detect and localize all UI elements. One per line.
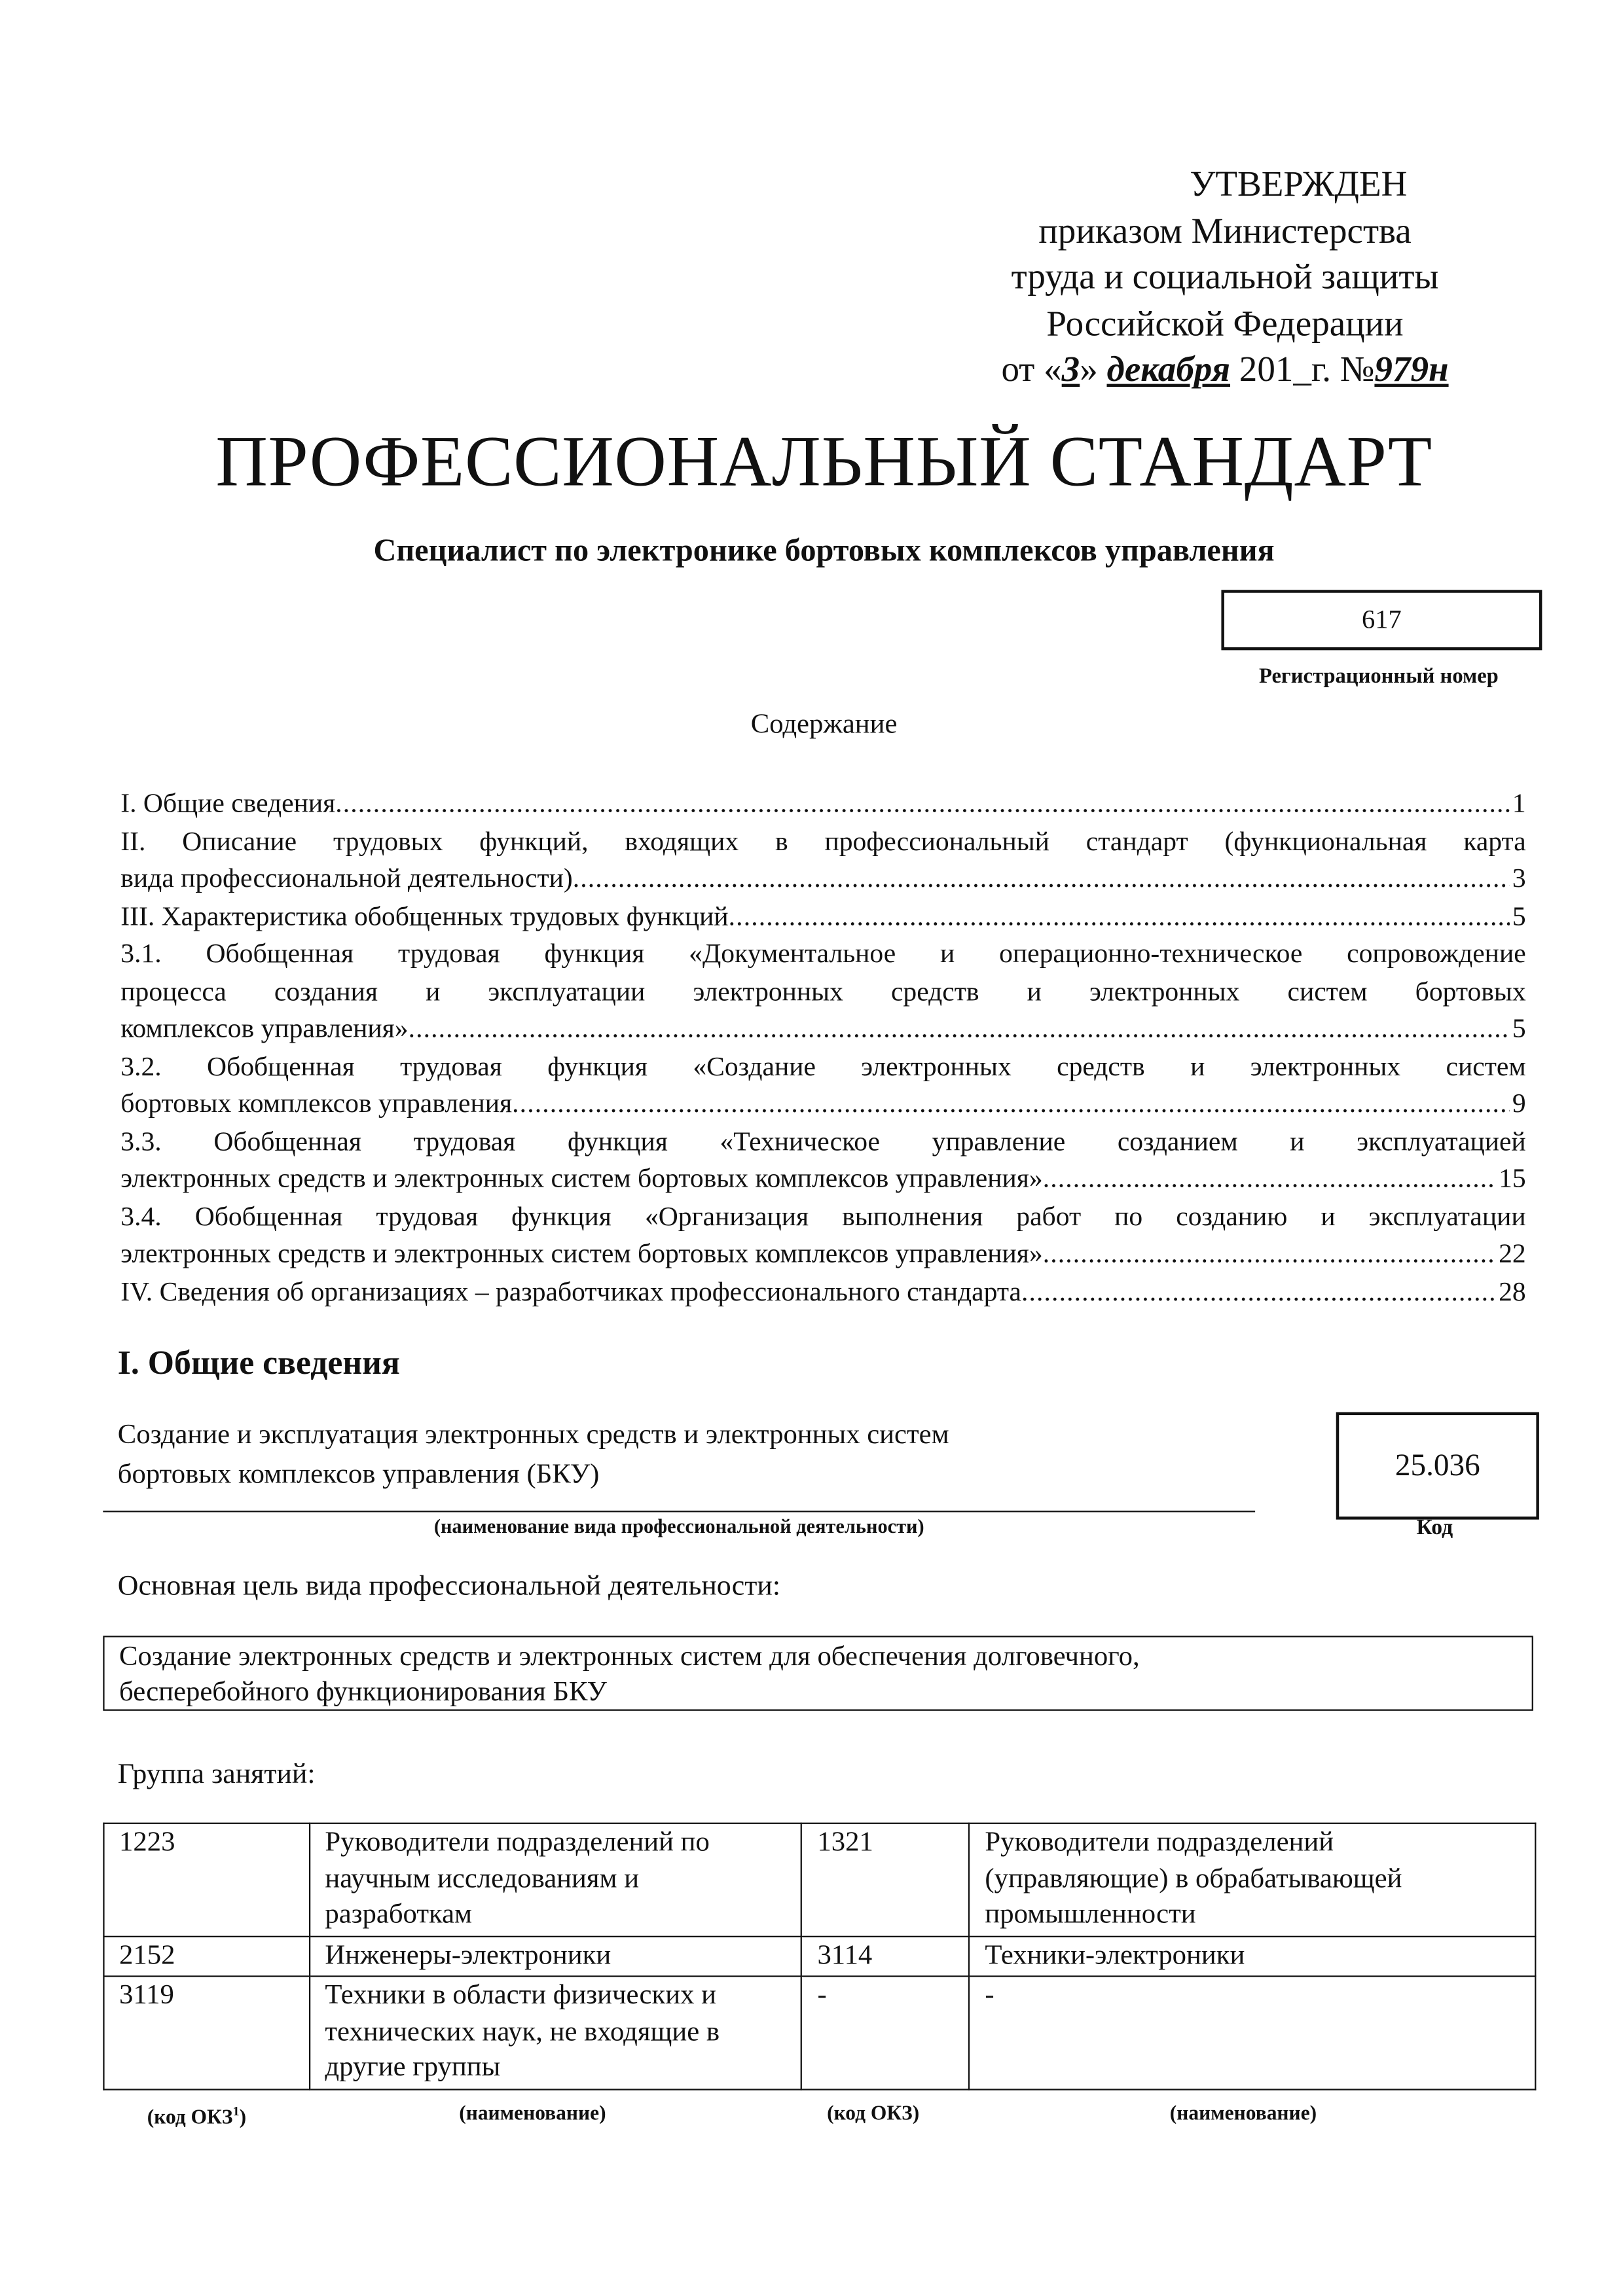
activity-code-box: 25.036 (1336, 1412, 1539, 1520)
toc-entry (120, 1200, 1525, 1275)
activity-name (118, 1415, 1236, 1494)
toc-page-number: 22 (1499, 1240, 1526, 1270)
toc-leader-dots (1021, 1274, 1496, 1312)
occupation-name-cell: Руководители подразделений по научным исследованиям и разработкам (310, 1823, 802, 1936)
toc-leader-dots (573, 862, 1510, 899)
okz-code-cell: 1223 (103, 1823, 309, 1936)
caption-text: ) (239, 2107, 247, 2130)
toc-entry-text: IV. Сведения об организациях – разработчиках профессионального стандарта (120, 1277, 1021, 1307)
okz-code-caption-2: (код ОКЗ) (827, 2103, 920, 2126)
toc-page-number: 3 (1512, 865, 1526, 895)
activity-code-caption: Код (1416, 1516, 1453, 1541)
occupation-name-cell: Техники-электроники (970, 1936, 1535, 1977)
toc-leader-dots (1043, 1162, 1496, 1200)
toc-entry-line: 3.1. Обобщенная трудовая функция «Документальное и операционно-техническое сопровождение (120, 940, 1526, 970)
toc-page-number: 1 (1512, 789, 1526, 819)
toc-entry-text: вида профессиональной деятельности) (120, 865, 573, 895)
toc-entry-text: электронных средств и электронных систем бортовых комплексов управления» (120, 1240, 1043, 1270)
toc-page-number: 15 (1499, 1165, 1526, 1194)
occupation-name-cell: - (970, 1977, 1535, 2089)
toc-entry-last-line (120, 787, 1525, 824)
toc-entry-last-line (120, 1162, 1525, 1200)
toc-leader-dots (409, 1012, 1510, 1049)
okz-code-cell: 3119 (103, 1977, 309, 2089)
toc-entry-text: бортовых комплексов управления (120, 1090, 513, 1120)
occupation-table (103, 1823, 1536, 2090)
table-row (103, 1823, 1535, 1936)
day-suffix: » (1080, 350, 1098, 390)
activity-caption: (наименование вида профессиональной деятельности) (433, 1515, 924, 1537)
toc-page-number: 28 (1499, 1277, 1526, 1307)
occupation-name-cell: Техники в области физических и технических наук, не входящие в другие группы (310, 1977, 802, 2089)
activity-underline (103, 1511, 1255, 1512)
toc-entry (120, 1050, 1525, 1125)
toc-entry-last-line (120, 1012, 1525, 1049)
year-text: 201_г. (1239, 350, 1332, 390)
toc-entry-last-line (120, 1274, 1525, 1312)
okz-code-cell: - (802, 1977, 970, 2089)
toc-entry-text: комплексов управления» (120, 1014, 409, 1045)
toc-entry-line: 3.4. Обобщенная трудовая функция «Организация выполнения работ по созданию и эксплуатации (120, 1202, 1526, 1232)
okz-code-caption (147, 2104, 246, 2131)
okz-name-caption-2: (наименование) (1169, 2103, 1317, 2126)
approval-date-line (824, 347, 1623, 393)
toc-entry-text: I. Общие сведения (120, 789, 336, 819)
toc-leader-dots (1043, 1237, 1496, 1274)
goal-box (103, 1636, 1533, 1711)
approval-stamp (824, 162, 1623, 393)
caption-text: (код ОКЗ (147, 2107, 233, 2130)
section-heading: I. Общие сведения (117, 1344, 400, 1382)
occupation-name-cell: Инженеры-электроники (310, 1936, 802, 1977)
toc-entry (120, 787, 1525, 824)
toc-entry-line: 3.3. Обобщенная трудовая функция «Техническое управление созданием и эксплуатацией (120, 1127, 1526, 1157)
toc-entry-line: II. Описание трудовых функций, входящих в профессиональный стандарт (функциональная карта (120, 827, 1526, 857)
toc-entry-last-line (120, 1087, 1525, 1124)
toc-entry-last-line (120, 1237, 1525, 1274)
table-row (103, 1977, 1535, 2089)
toc-entry-line: 3.2. Обобщенная трудовая функция «Создание электронных средств и электронных систем (120, 1052, 1526, 1083)
toc-entry-text: III. Характеристика обобщенных трудовых функций (120, 902, 729, 932)
toc-leader-dots (335, 787, 1509, 824)
toc-entry (120, 1274, 1525, 1312)
toc-entry-last-line (120, 899, 1525, 937)
toc-leader-dots (512, 1087, 1509, 1124)
toc-entry (120, 825, 1525, 900)
okz-name-caption: (наименование) (459, 2103, 606, 2126)
registration-number-box: 617 (1221, 590, 1542, 650)
toc-entry-last-line (120, 862, 1525, 899)
handwritten-number: 979н (1374, 350, 1449, 390)
toc-page-number: 9 (1512, 1090, 1526, 1120)
page-title: ПРОФЕССИОНАЛЬНЫЙ СТАНДАРТ (215, 420, 1432, 502)
handwritten-month: декабря (1106, 350, 1231, 390)
toc-heading: Содержание (750, 709, 898, 740)
goal-line: бесперебойного функционирования БКУ (119, 1677, 607, 1708)
toc-entry (120, 937, 1525, 1050)
toc-entry (120, 1124, 1525, 1200)
table-of-contents (120, 787, 1525, 1312)
occupation-group-label: Группа занятий: (117, 1759, 316, 1791)
approval-title: УТВЕРЖДЕН (1190, 164, 1408, 205)
handwritten-day: 3 (1061, 350, 1080, 390)
footnote-mark: 1 (232, 2103, 240, 2119)
page-subtitle: Специалист по электронике бортовых комплексов управления (373, 532, 1275, 568)
okz-code-cell: 1321 (802, 1823, 970, 1936)
goal-line: Создание электронных средств и электронных систем для обеспечения долговечного, (119, 1641, 1140, 1673)
approval-line: Российской Федерации (1046, 304, 1404, 344)
goal-label: Основная цель вида профессиональной деятельности: (117, 1571, 781, 1602)
number-prefix: № (1340, 350, 1375, 390)
okz-code-cell: 3114 (802, 1936, 970, 1977)
okz-code-cell: 2152 (103, 1936, 309, 1977)
toc-entry-text: электронных средств и электронных систем бортовых комплексов управления» (120, 1165, 1043, 1194)
activity-name-line: бортовых комплексов управления (БКУ) (117, 1459, 600, 1490)
toc-page-number: 5 (1512, 902, 1526, 932)
toc-leader-dots (729, 899, 1510, 937)
toc-page-number: 5 (1512, 1014, 1526, 1045)
table-row (103, 1936, 1535, 1977)
occupation-name-cell: Руководители подразделений (управляющие) в обрабатывающей промышленности (970, 1823, 1535, 1936)
toc-entry (120, 899, 1525, 937)
date-prefix: от « (1001, 350, 1062, 390)
toc-entry-line: процесса создания и эксплуатации электронных средств и электронных систем бортовых (120, 977, 1526, 1007)
activity-name-line: Создание и эксплуатация электронных средств и электронных систем (117, 1419, 949, 1451)
approval-line: приказом Министерства (1038, 211, 1412, 251)
approval-line: труда и социальной защиты (1011, 257, 1439, 297)
registration-number-label: Регистрационный номер (1258, 664, 1499, 689)
